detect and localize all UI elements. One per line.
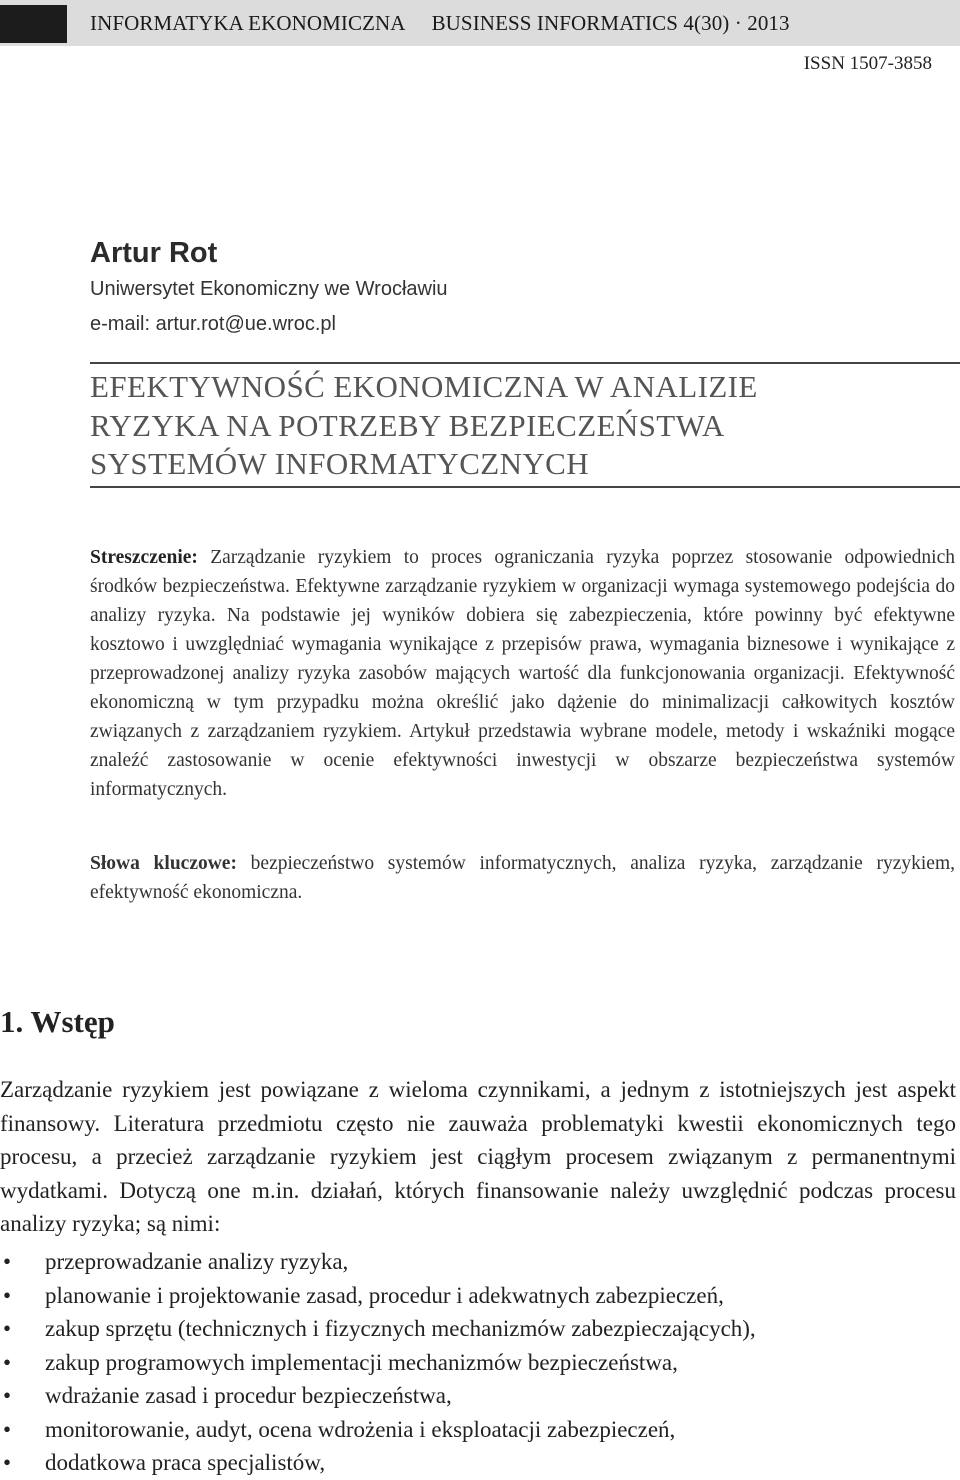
author-affiliation: Uniwersytet Ekonomiczny we Wrocławiu <box>90 278 448 300</box>
title-line: EFEKTYWNOŚĆ EKONOMICZNA W ANALIZIE <box>90 369 758 404</box>
title-rule-bottom <box>90 486 960 488</box>
list-item: • dodatkowa praca specjalistów, <box>0 1446 756 1480</box>
bullet-icon: • <box>3 1349 12 1375</box>
journal-name-en: BUSINESS INFORMATICS <box>431 11 679 35</box>
author-name: Artur Rot <box>90 237 218 269</box>
journal-issue: 4(30) <box>683 11 730 35</box>
journal-header-band <box>0 0 960 46</box>
bullet-icon: • <box>3 1282 12 1308</box>
keywords <box>90 849 955 907</box>
keywords-text: bezpieczeństwo systemów informatycznych, analiza ryzyka, zarządzanie ryzykiem, efektywność ekonomiczna. <box>90 853 955 903</box>
title-line: SYSTEMÓW INFORMATYCZNYCH <box>90 446 590 481</box>
journal-header <box>90 11 790 36</box>
list-item: • monitorowanie, audyt, ocena wdrożenia i eksploatacji zabezpieczeń, <box>0 1413 756 1447</box>
list-item: • zakup sprzętu (technicznych i fizycznych mechanizmów zabezpieczających), <box>0 1312 756 1346</box>
title-rule-top <box>90 362 960 364</box>
list-item: • wdrażanie zasad i procedur bezpieczeństwa, <box>0 1379 756 1413</box>
bullet-icon: • <box>3 1450 12 1475</box>
bullet-icon: • <box>3 1383 12 1408</box>
list-item: • planowanie i projektowanie zasad, procedur i adekwatnych zabezpieczeń, <box>0 1279 756 1313</box>
header-black-square <box>0 5 67 43</box>
paper-title <box>90 368 950 484</box>
abstract <box>90 543 955 804</box>
cost-items-list <box>0 1245 756 1480</box>
list-item: • zakup programowych implementacji mechanizmów bezpieczeństwa, <box>0 1346 756 1380</box>
section-heading: 1. Wstęp <box>0 1004 115 1039</box>
abstract-label: Streszczenie: <box>90 547 198 568</box>
title-line: RYZYKA NA POTRZEBY BEZPIECZEŃSTWA <box>90 407 725 443</box>
issue-separator: · <box>734 11 742 35</box>
bullet-icon: • <box>3 1249 12 1274</box>
abstract-text: Zarządzanie ryzykiem to proces ograniczania ryzyka poprzez stosowanie odpowiednich środków bezpieczeństwa. Efektywne zarządzanie ryzykiem w organizacji wymaga systemowego podejścia do analizy ryzyka. Na podstawie jej wyników dobiera się zabezpieczenia, które powinny być efektywne kosztowo i uwzględniać wymagania wynikające z przepisów prawa, wymagania biznesowe i wynikające z przeprowadzonej analizy ryzyka zasobów mających wartość dla funkcjonowania organizacji. Efektywność ekonomiczną w tym przypadku można określić jako dążenie do minimalizacji całkowitych kosztów związanych z zarządzaniem ryzykiem. Artykuł przedstawia wybrane modele, metody i wskaźniki mogące znaleźć zastosowanie w ocenie efektywności inwestycji w obszarze bezpieczeństwa systemów informatycznych. <box>90 547 955 800</box>
keywords-label: Słowa kluczowe: <box>90 853 237 874</box>
journal-year: 2013 <box>747 11 790 35</box>
section-paragraph: Zarządzanie ryzykiem jest powiązane z wieloma czynnikami, a jednym z istotniejszych jest aspekt finansowy. Literatura przedmiotu często nie zauważa problematyki kwestii ekonomicznych tego procesu, a przecież zarządzanie ryzykiem jest ciągłym procesem związanym z permanentnymi wydatkami. Dotyczą one m.in. działań, których finansowanie należy uwzględnić podczas procesu analizy ryzyka; są nimi: <box>0 1077 956 1236</box>
journal-name-pl: INFORMATYKA EKONOMICZNA <box>90 11 406 35</box>
issn: ISSN 1507-3858 <box>803 53 932 74</box>
author-email[interactable]: e-mail: artur.rot@ue.wroc.pl <box>90 313 336 335</box>
bullet-icon: • <box>3 1316 12 1341</box>
bullet-icon: • <box>3 1416 12 1442</box>
list-item: • przeprowadzanie analizy ryzyka, <box>0 1245 756 1279</box>
